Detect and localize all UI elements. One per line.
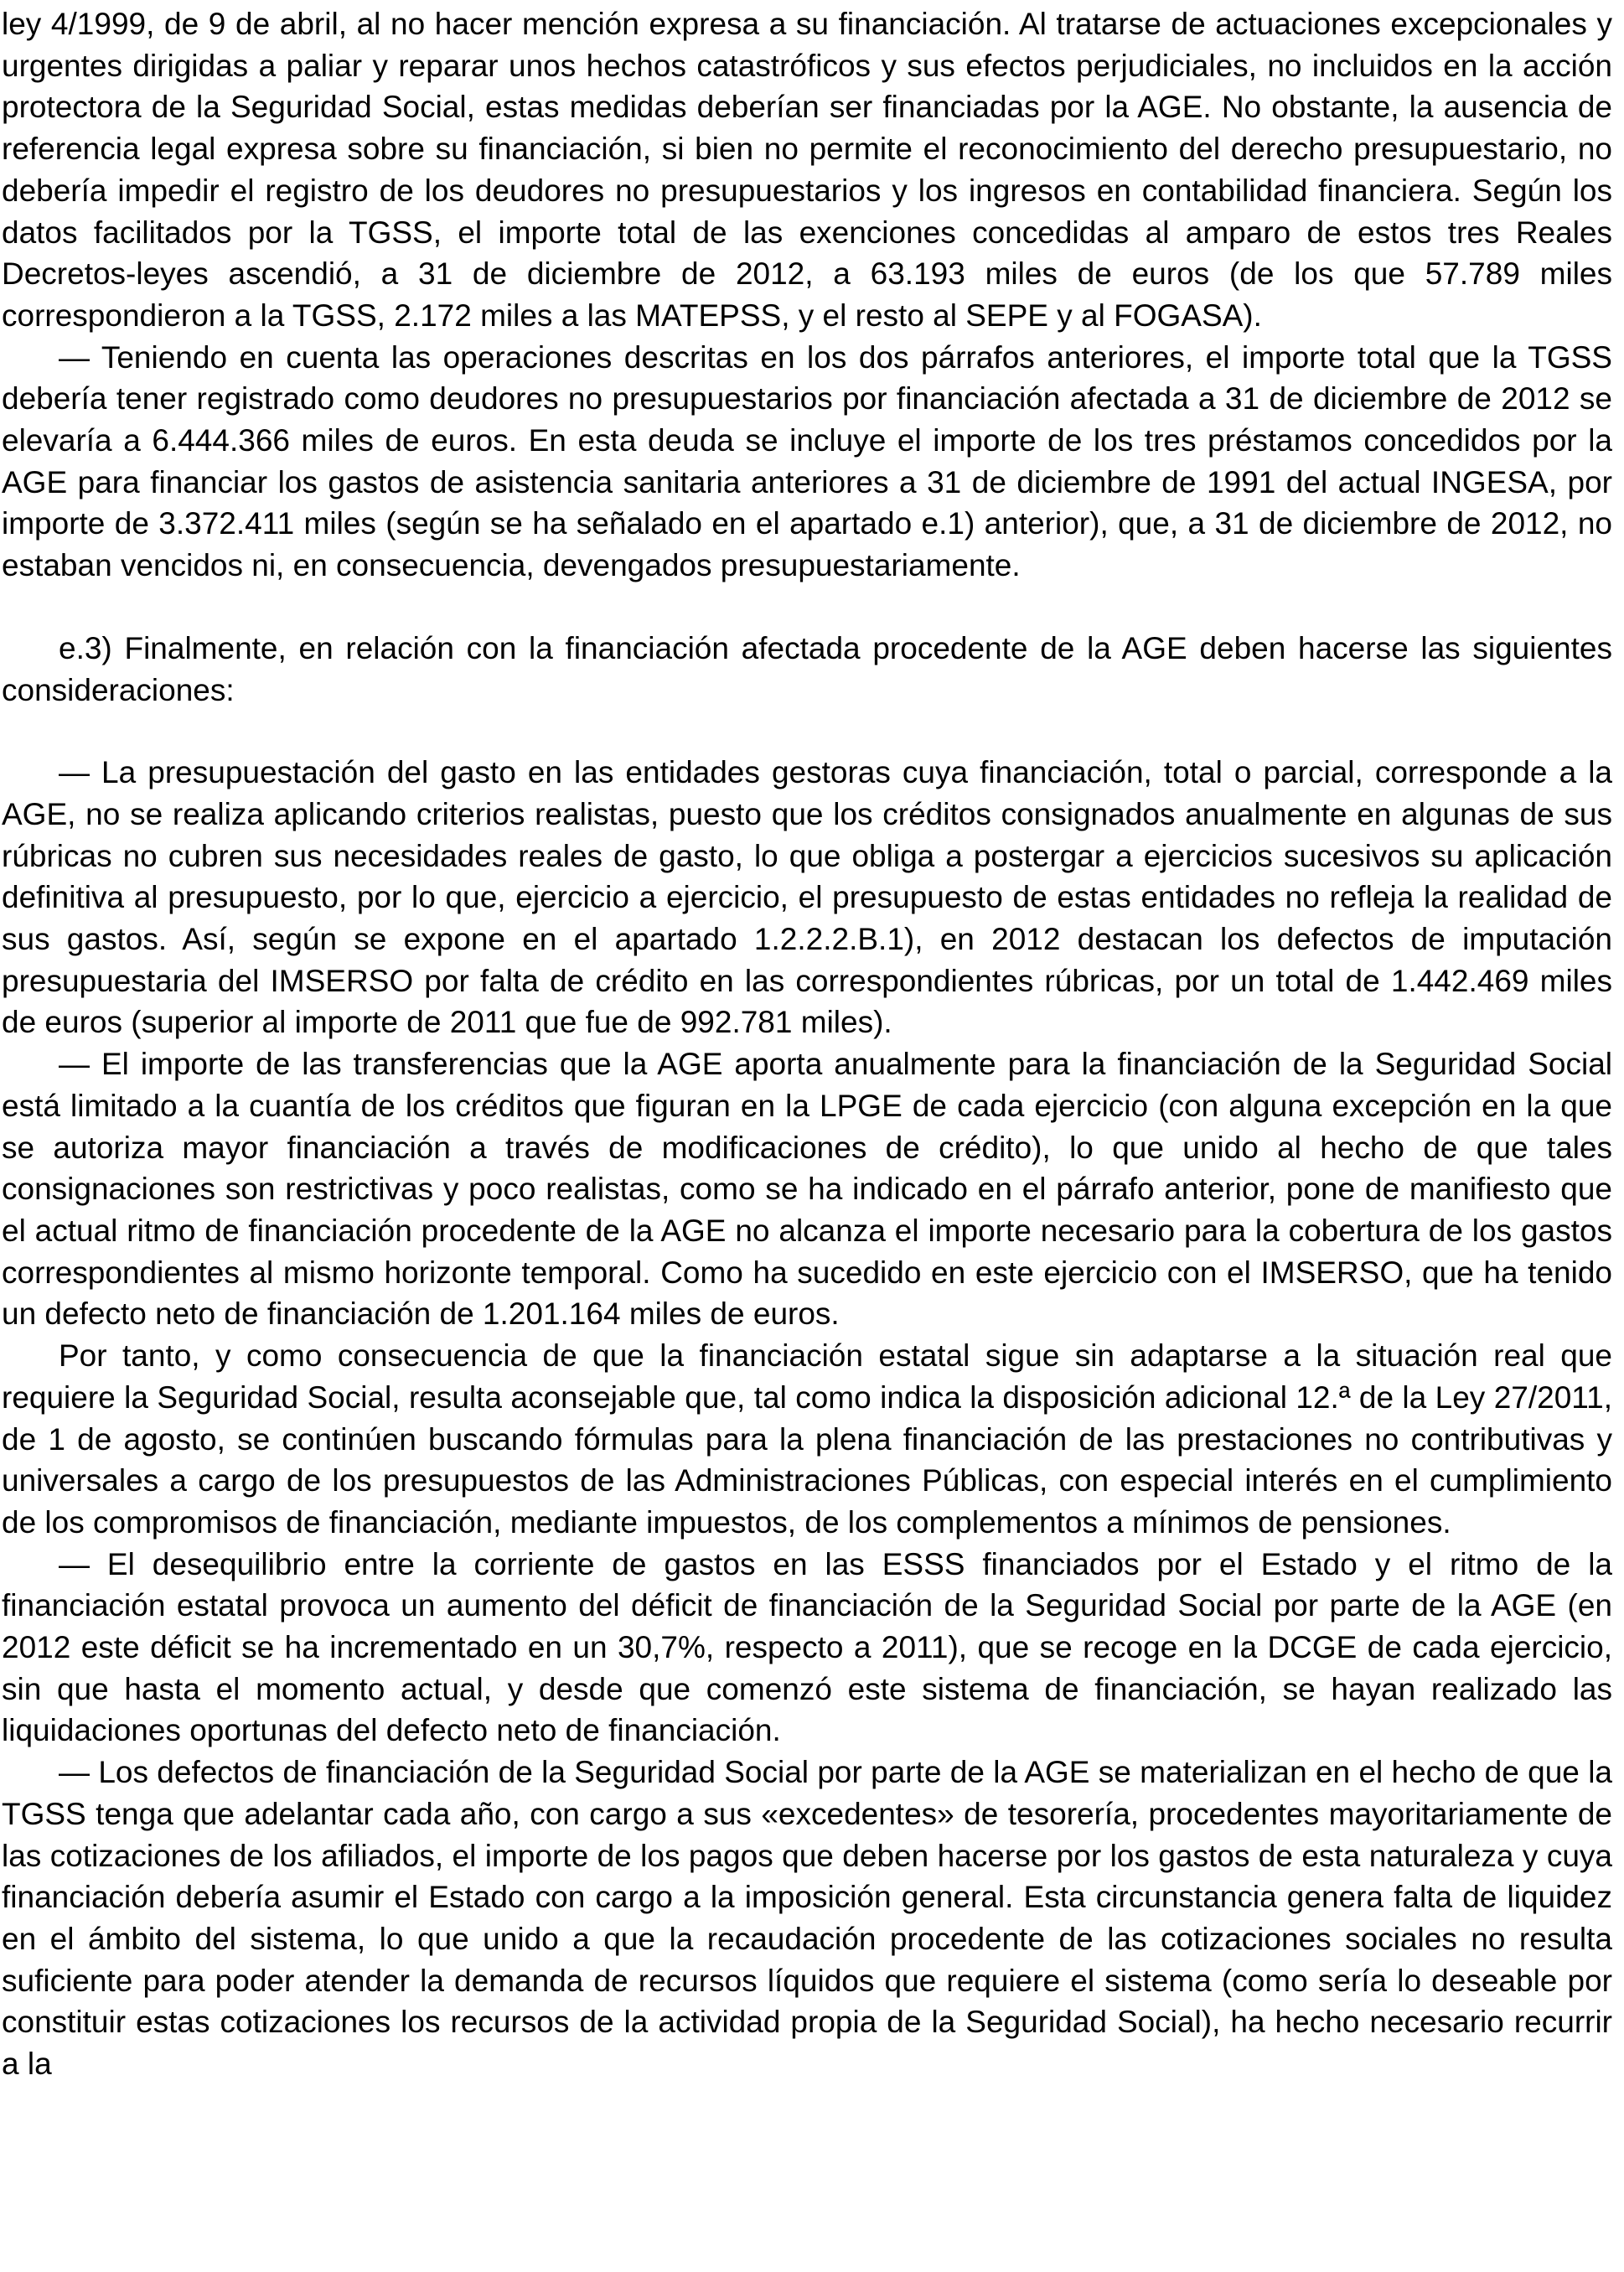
paragraph-desequilibrio: — El desequilibrio entre la corriente de gastos en las ESSS financiados por el Estado y el ritmo de la financiación estatal provoca un aumento del déficit de financiación de la Seguridad Social por parte de la AGE (en 2012 este déficit se ha incrementado en un 30,7%, respecto a 2011), que se recoge en la DCGE de cada ejercicio, sin que hasta el momento actual, y desde que comenzó este sistema de financiación, se hayan realizado las liquidaciones oportunas del defecto neto de financiación. <box>2 1546 1612 1748</box>
paragraph-por-tanto: Por tanto, y como consecuencia de que la financiación estatal sigue sin adaptarse a la situación real que requiere la Seguridad Social, resulta aconsejable que, tal como indica la disposición adicional 12.ª de la Ley 27/2011, de 1 de agosto, se continúen buscando fórmulas para la plena financiación de las prestaciones no contributivas y universales a cargo de los presupuestos de las Administraciones Públicas, con especial interés en el cumplimiento de los compromisos de financiación, mediante impuestos, de los complementos a mínimos de pensiones. <box>2 1338 1612 1540</box>
paragraph-transferencias: — El importe de las transferencias que la AGE aporta anualmente para la financiación de la Seguridad Social está limitado a la cuantía de los créditos que figuran en la LPGE de cada ejercicio (con alguna excepción en la que se autoriza mayor financiación a través de modificaciones de crédito), lo que unido al hecho de que tales consignaciones son restrictivas y poco realistas, como se ha indicado en el párrafo anterior, pone de manifiesto que el actual ritmo de financiación procedente de la AGE no alcanza el importe necesario para la cobertura de los gastos correspondientes al mismo horizonte temporal. Como ha sucedido en este ejercicio con el IMSERSO, que ha tenido un defecto neto de financiación de 1.201.164 miles de euros. <box>2 1047 1612 1332</box>
paragraph-presupuestacion: — La presupuestación del gasto en las entidades gestoras cuya financiación, total o parcial, corresponde a la AGE, no se realiza aplicando criterios realistas, puesto que los créditos consignados anualmente en algunas de sus rúbricas no cubren sus necesidades reales de gasto, lo que obliga a postergar a ejercicios sucesivos su aplicación definitiva al presupuesto, por lo que, ejercicio a ejercicio, el presupuesto de estas entidades no refleja la realidad de sus gastos. Así, según se expone en el apartado 1.2.2.2.B.1), en 2012 destacan los defectos de imputación presupuestaria del IMSERSO por falta de crédito en las correspondientes rúbricas, por un total de 1.442.469 miles de euros (superior al importe de 2011 que fue de 992.781 miles). <box>2 755 1612 1040</box>
paragraph-e3-heading: e.3) Finalmente, en relación con la financiación afectada procedente de la AGE deben hacerse las siguientes consideraciones: <box>2 630 1612 707</box>
paragraph-continuation: ley 4/1999, de 9 de abril, al no hacer mención expresa a su financiación. Al tratarse de actuaciones excepcionales y urgentes dirigidas a paliar y reparar unos hechos catastróficos y sus efectos perjudiciales, no incluidos en la acción protectora de la Seguridad Social, estas medidas deberían ser financiadas por la AGE. No obstante, la ausencia de referencia legal expresa sobre su financiación, si bien no permite el reconocimiento del derecho presupuestario, no debería impedir el registro de los deudores no presupuestarios y los ingresos en contabilidad financiera. Según los datos facilitados por la TGSS, el importe total de las exenciones concedidas al amparo de estos tres Reales Decretos-leyes ascendió, a 31 de diciembre de 2012, a 63.193 miles de euros (de los que 57.789 miles correspondieron a la TGSS, 2.172 miles a las MATEPSS, y el resto al SEPE y al FOGASA). <box>2 7 1612 333</box>
paragraph-defectos-financiacion: — Los defectos de financiación de la Seguridad Social por parte de la AGE se materializan en el hecho de que la TGSS tenga que adelantar cada año, con cargo a sus «excedentes» de tesorería, procedentes mayoritariamente de las cotizaciones de los afiliados, el importe de los pagos que deben hacerse por los gastos de esta naturaleza y cuya financiación debería asumir el Estado con cargo a la imposición general. Esta circunstancia genera falta de liquidez en el ámbito del sistema, lo que unido a que la recaudación procedente de las cotizaciones sociales no resulta suficiente para poder atender la demanda de recursos líquidos que requiere el sistema (como sería lo deseable por constituir estas cotizaciones los recursos de la actividad propia de la Seguridad Social), ha hecho necesario recurrir a la <box>2 1755 1612 2082</box>
paragraph-deudores-total: — Teniendo en cuenta las operaciones descritas en los dos párrafos anteriores, el importe total que la TGSS debería tener registrado como deudores no presupuestarios por financiación afectada a 31 de diciembre de 2012 se elevaría a 6.444.366 miles de euros. En esta deuda se incluye el importe de los tres préstamos concedidos por la AGE para financiar los gastos de asistencia sanitaria anteriores a 31 de diciembre de 1991 del actual INGESA, por importe de 3.372.411 miles (según se ha señalado en el apartado e.1) anterior), que, a 31 de diciembre de 2012, no estaban vencidos ni, en consecuencia, devengados presupuestariamente. <box>2 339 1612 583</box>
